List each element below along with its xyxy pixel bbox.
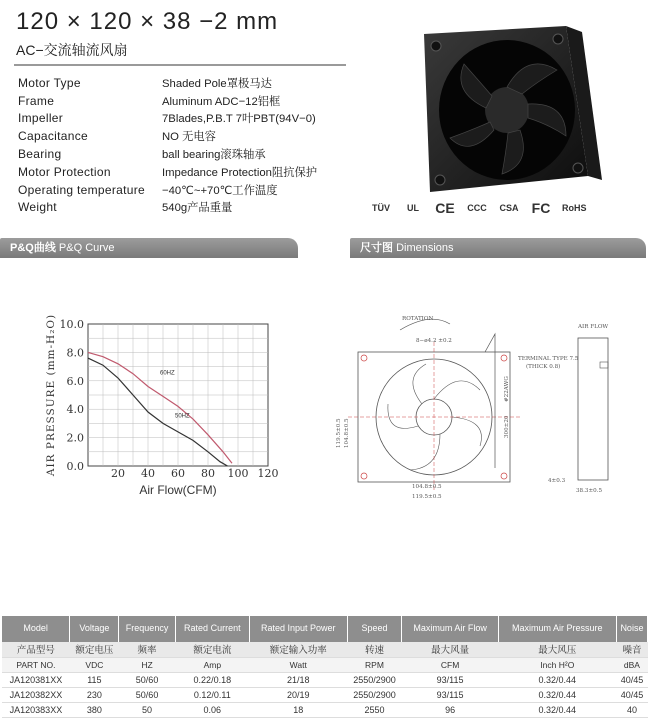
x-tick-label: 80	[201, 467, 215, 480]
table-header: Noise	[616, 616, 647, 642]
series-label: 60HZ	[160, 370, 175, 377]
spec-value: NO 无电容	[162, 131, 216, 144]
product-subtitle: AC−交流轴流风扇	[16, 42, 128, 58]
table-cell: 93/115	[402, 672, 498, 687]
inner-height-label: 104.8±0.5	[344, 418, 350, 448]
table-cell: HZ	[119, 657, 175, 672]
ce-logo-icon: CE	[435, 200, 455, 216]
table-cell: 0.12/0.11	[175, 687, 249, 702]
terminal-label: TERMINAL TYPE 7.5	[518, 356, 579, 362]
outer-height-label: 119.5±0.5	[336, 418, 342, 448]
table-cell: JA120383XX	[2, 702, 70, 717]
ul-logo-icon: UL	[407, 203, 419, 213]
table-cell: VDC	[70, 657, 119, 672]
section-title-en: Dimensions	[396, 242, 454, 254]
section-title-cn: 尺寸图	[360, 242, 393, 254]
y-tick-label: 0.0	[66, 460, 84, 473]
table-cell: Watt	[249, 657, 347, 672]
spec-label: Operating temperature	[18, 182, 146, 197]
table-header: Maximum Air Pressure	[498, 616, 616, 642]
table-row	[2, 642, 648, 657]
table-cell: 40/45	[616, 672, 647, 687]
table-cell: dBA	[616, 657, 647, 672]
depth-label: 38.3±0.5	[576, 488, 603, 494]
mounting-holes-label: 8−ø4.2 ±0.2	[416, 338, 452, 344]
spec-label: Capacitance	[18, 129, 89, 144]
table-cell: 50	[119, 702, 175, 717]
fan-photo	[352, 12, 644, 200]
wire-gauge-label: #22AWG	[504, 376, 510, 402]
spec-row	[18, 92, 358, 110]
rotation-label: ROTATION	[402, 316, 434, 322]
spec-value: 7Blades,P.B.T 7叶PBT(94V−0)	[162, 113, 316, 126]
section-title-en: P&Q Curve	[58, 242, 115, 254]
x-axis-label: Air Flow(CFM)	[139, 483, 217, 497]
y-tick-label: 10.0	[59, 318, 84, 331]
table-cell: 50/60	[119, 687, 175, 702]
table-cell: 额定电流	[175, 642, 249, 657]
table-cell: 0.32/0.44	[498, 672, 616, 687]
y-tick-label: 2.0	[66, 431, 84, 445]
x-tick-label: 40	[141, 467, 155, 480]
table-cell: 21/18	[249, 672, 347, 687]
ccc-logo-icon: CCC	[467, 203, 487, 213]
y-tick-label: 8.0	[66, 346, 84, 360]
outer-width-label: 119.5±0.5	[412, 494, 442, 500]
spec-value: Impedance Protection阻抗保护	[162, 166, 318, 179]
spec-label: Motor Protection	[18, 164, 111, 179]
section-title-cn: P&Q曲线	[10, 242, 56, 254]
table-header: Maximum Air Flow	[402, 616, 498, 642]
x-tick-label: 100	[227, 467, 249, 480]
csa-logo-icon: CSA	[499, 203, 519, 213]
spec-label: Frame	[18, 93, 55, 108]
certification-logos	[370, 200, 587, 216]
table-cell: 2550/2900	[347, 672, 402, 687]
inner-width-label: 104.8±0.5	[412, 484, 442, 490]
table-cell: 最大风量	[402, 642, 498, 657]
table-row	[2, 702, 648, 717]
table-header: Voltage	[70, 616, 119, 642]
divider	[14, 64, 346, 66]
product-title: 120 × 120 × 38 −2 mm	[16, 8, 279, 35]
table-cell: 40/45	[616, 687, 647, 702]
table-row	[2, 687, 648, 702]
y-axis-label: AIR PRESSURE (mm-H₂O)	[45, 313, 57, 477]
spec-label: Motor Type	[18, 75, 81, 90]
table-cell: 频率	[119, 642, 175, 657]
fc-logo-icon: FC	[531, 200, 551, 216]
table-cell: 0.32/0.44	[498, 702, 616, 717]
table-row	[2, 657, 648, 672]
spec-label: Weight	[18, 200, 57, 215]
table-cell: 18	[249, 702, 347, 717]
table-header: Rated Current	[175, 616, 249, 642]
spec-table	[2, 616, 648, 718]
spec-label: Impeller	[18, 111, 64, 126]
section-header-pq-curve	[0, 238, 298, 258]
y-tick-label: 6.0	[66, 374, 84, 388]
spec-label: Bearing	[18, 147, 62, 162]
spec-row	[18, 199, 358, 217]
table-cell: CFM	[402, 657, 498, 672]
table-cell: PART NO.	[2, 657, 70, 672]
spec-row	[18, 145, 358, 163]
x-tick-label: 60	[171, 467, 185, 480]
spec-row	[18, 74, 358, 92]
spec-value: Shaded Pole罩极马达	[162, 77, 272, 90]
x-tick-label: 20	[111, 467, 125, 480]
table-cell: 产品型号	[2, 642, 70, 657]
table-cell: 96	[402, 702, 498, 717]
table-cell: 噪音	[616, 642, 647, 657]
air-flow-label: AIR FLOW	[578, 324, 609, 330]
table-cell: 最大风压	[498, 642, 616, 657]
series-label: 50HZ	[175, 413, 190, 420]
rohs-logo-icon: RoHS	[562, 203, 587, 213]
table-cell: 40	[616, 702, 647, 717]
table-cell: 230	[70, 687, 119, 702]
table-cell: JA120382XX	[2, 687, 70, 702]
dimension-drawing	[330, 308, 646, 504]
series-line	[88, 352, 232, 463]
spec-value: ball bearing滚珠轴承	[162, 149, 266, 162]
spec-row	[18, 127, 358, 145]
table-header: Model	[2, 616, 70, 642]
spec-value: 540g产品重量	[162, 202, 233, 215]
spec-row	[18, 181, 358, 199]
series-line	[88, 358, 228, 466]
table-cell: 2550/2900	[347, 687, 402, 702]
table-cell: RPM	[347, 657, 402, 672]
table-cell: 转速	[347, 642, 402, 657]
tuv-logo-icon: TÜV	[372, 203, 390, 213]
table-header: Frequency	[119, 616, 175, 642]
table-cell: 2550	[347, 702, 402, 717]
table-cell: 20/19	[249, 687, 347, 702]
table-row	[2, 672, 648, 687]
table-cell: Inch H²O	[498, 657, 616, 672]
table-cell: 380	[70, 702, 119, 717]
x-tick-label: 120	[257, 467, 279, 480]
table-cell: 0.32/0.44	[498, 687, 616, 702]
table-cell: Amp	[175, 657, 249, 672]
spec-row	[18, 110, 358, 128]
spec-value: −40℃~+70℃工作温度	[162, 184, 278, 197]
table-cell: 50/60	[119, 672, 175, 687]
table-cell: 额定输入功率	[249, 642, 347, 657]
table-cell: 额定电压	[70, 642, 119, 657]
table-cell: 93/115	[402, 687, 498, 702]
spec-list	[18, 74, 358, 216]
table-header: Speed	[347, 616, 402, 642]
table-cell: 115	[70, 672, 119, 687]
terminal-thick-label: (THICK 0.8)	[526, 364, 561, 370]
table-cell: 0.06	[175, 702, 249, 717]
pq-curve-chart	[40, 310, 280, 500]
table-header: Rated Input Power	[249, 616, 347, 642]
y-tick-label: 4.0	[66, 403, 84, 417]
table-cell: JA120381XX	[2, 672, 70, 687]
spec-row	[18, 163, 358, 181]
section-header-dimensions	[350, 238, 646, 258]
table-cell: 0.22/0.18	[175, 672, 249, 687]
wire-length-label: 300±20	[504, 415, 510, 438]
spec-value: Aluminum ADC−12铝框	[162, 95, 281, 108]
table-header-row	[2, 616, 648, 642]
offset-label: 4±0.3	[548, 478, 566, 484]
